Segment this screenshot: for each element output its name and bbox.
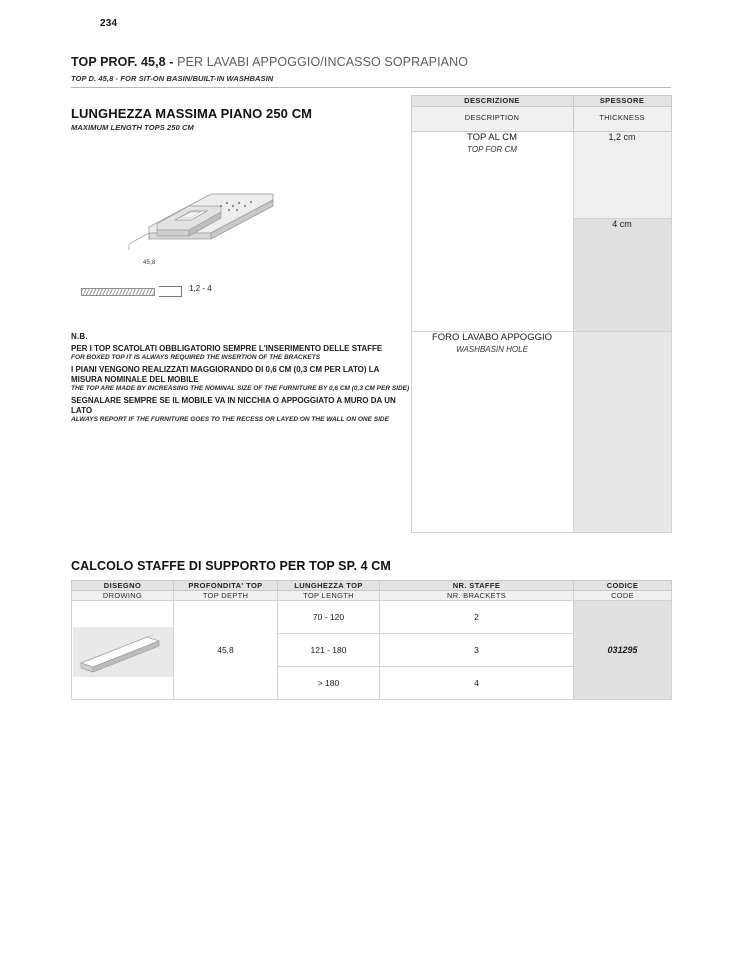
profile-hatch-bar xyxy=(81,288,155,296)
brackets-col-codice-it: CODICE xyxy=(574,581,672,591)
brackets-table xyxy=(71,580,672,700)
table-row xyxy=(72,601,672,634)
brackets-col-lunghezza-it: LUNGHEZZA TOP xyxy=(278,581,380,591)
thickness-value-1: 1,2 cm xyxy=(573,132,671,219)
notes-line2-it: I PIANI VENGONO REALIZZATI MAGGIORANDO DI 0,6 CM (0,3 CM PER LATO) LA MISURA NOMINALE DEL MOBILE xyxy=(71,365,380,384)
brackets-col-profondita-en: TOP DEPTH xyxy=(174,591,278,601)
notes-nb-label: N.B. xyxy=(71,331,88,341)
notes-line3-it: SEGNALARE SEMPRE SE IL MOBILE VA IN NICCHIA O APPOGGIATO A MURO DA UN LATO xyxy=(71,396,396,415)
brackets-col-codice-en: CODE xyxy=(574,591,672,601)
depth-dimension-label: 45,8 xyxy=(143,259,156,266)
bracket-length-2: 121 - 180 xyxy=(278,634,380,667)
bracket-code: 031295 xyxy=(574,601,672,700)
bracket-length-1: 70 - 120 xyxy=(278,601,380,634)
spec-table xyxy=(71,95,672,533)
bracket-length-3: > 180 xyxy=(278,667,380,700)
bracket-isometric-icon xyxy=(73,627,173,677)
col-header-thickness-en: THICKNESS xyxy=(573,107,671,132)
description-washbasin-hole-it: FORO LAVABO APPOGGIO xyxy=(431,332,552,343)
spec-heading-en: MAXIMUM LENGTH TOPS 250 CM xyxy=(71,122,194,132)
spec-row-top xyxy=(71,132,671,219)
notes-line3-en: ALWAYS REPORT IF THE FURNITURE GOES TO THE RECESS OR LAYED ON THE WALL ON ONE SIDE xyxy=(71,416,389,424)
countertop-isometric-drawing xyxy=(71,132,411,272)
spec-header-row xyxy=(71,96,671,107)
bracket-image xyxy=(73,627,173,677)
notes-cell xyxy=(71,332,411,533)
brackets-col-profondita-it: PROFONDITA' TOP xyxy=(174,581,278,591)
col-header-description-it: DESCRIZIONE xyxy=(411,96,573,107)
brackets-header-row-it xyxy=(72,581,672,591)
page-number: 234 xyxy=(100,18,118,29)
bracket-count-1: 2 xyxy=(380,601,574,634)
notes-line1-it: PER I TOP SCATOLATI OBBLIGATORIO SEMPRE L'INSERIMENTO DELLE STAFFE xyxy=(71,343,383,353)
notes-line2-en: THE TOP ARE MADE BY INCREASING THE NOMINAL SIZE OF THE FURNITURE BY 0,6 CM (0,3 CM PER SIDE) xyxy=(71,385,410,393)
page-title-light: PER LAVABI APPOGGIO/INCASSO SOPRAPIANO xyxy=(177,55,469,69)
top-drawing-cell xyxy=(71,132,411,332)
bracket-count-2: 3 xyxy=(380,634,574,667)
profile-dimension-arrow xyxy=(159,286,182,297)
page-content xyxy=(71,55,671,700)
col-header-thickness-it: SPESSORE xyxy=(573,96,671,107)
brackets-col-staffe-en: NR. BRACKETS xyxy=(380,591,574,601)
profile-section-drawing xyxy=(71,282,411,306)
brackets-col-lunghezza-en: TOP LENGTH xyxy=(278,591,380,601)
description-top-al-cm xyxy=(411,132,573,332)
top-drawing xyxy=(71,132,411,332)
description-washbasin-hole-en: WASHBASIN HOLE xyxy=(456,345,528,354)
brackets-col-staffe-it: NR. STAFFE xyxy=(380,581,574,591)
bracket-depth-value: 45,8 xyxy=(174,601,278,700)
page-title xyxy=(71,55,671,71)
header-divider xyxy=(71,87,671,88)
brackets-header-row-en xyxy=(72,591,672,601)
bracket-count-3: 4 xyxy=(380,667,574,700)
spec-heading-it: LUNGHEZZA MASSIMA PIANO 250 CM xyxy=(71,105,313,121)
col-header-description-en: DESCRIPTION xyxy=(411,107,573,132)
thickness-empty-cell xyxy=(573,332,671,533)
page-title-bold: TOP PROF. 45,8 - xyxy=(71,55,178,69)
notes-line1-en: FOR BOXED TOP IT IS ALWAYS REQUIRED THE INSERTION OF THE BRACKETS xyxy=(71,354,321,362)
bracket-drawing-cell xyxy=(72,601,174,700)
thickness-value-2: 4 cm xyxy=(573,219,671,332)
spec-heading-cell xyxy=(71,96,411,132)
profile-thickness-label: 1,2 - 4 xyxy=(189,283,212,293)
spec-row-notes xyxy=(71,332,671,533)
brackets-col-disegno-en: DROWING xyxy=(72,591,174,601)
description-top-al-cm-en: TOP FOR CM xyxy=(467,145,517,154)
brackets-col-disegno-it: DISEGNO xyxy=(72,581,174,591)
page-subtitle: TOP D. 45,8 - FOR SIT-ON BASIN/BUILT-IN WASHBASIN xyxy=(71,74,274,83)
description-top-al-cm-it: TOP AL CM xyxy=(467,132,517,143)
brackets-section-title: CALCOLO STAFFE DI SUPPORTO PER TOP SP. 4 CM xyxy=(71,559,391,573)
description-washbasin-hole xyxy=(411,332,573,533)
